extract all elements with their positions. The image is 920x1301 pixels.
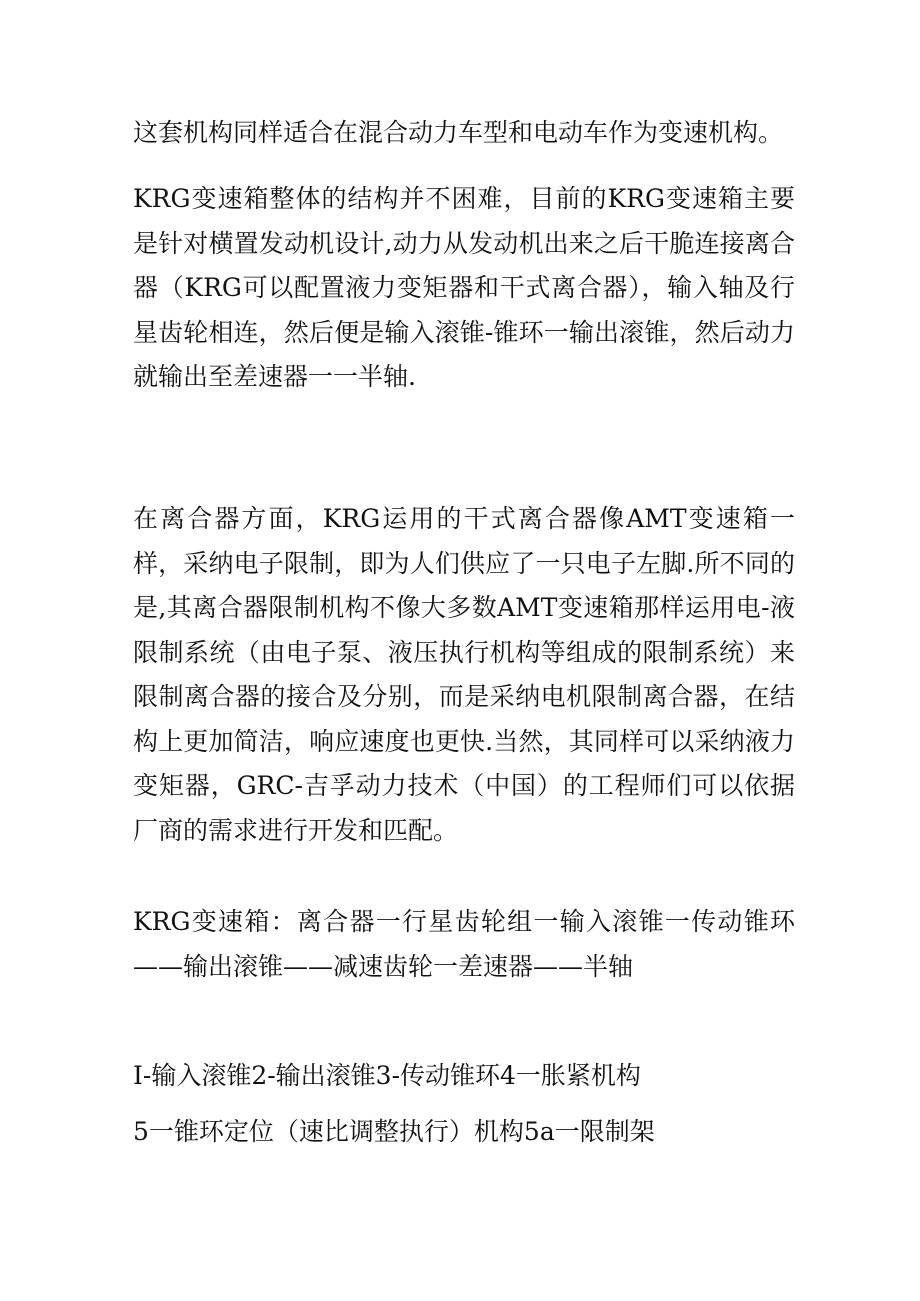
paragraph-legend-1: I-输入滚锥2-输出滚锥3-传动锥环4一胀紧机构	[133, 1061, 641, 1090]
paragraph-intro: 这套机构同样适合在混合动力车型和电动车作为变速机构。	[133, 118, 784, 147]
paragraph-legend-2: 5一锥环定位（速比调整执行）机构5a一限制架	[133, 1117, 655, 1146]
paragraph-power-flow: KRG变速箱：离合器一行星齿轮组一输入滚锥一传动锥环——输出滚锥——减速齿轮一差速器——半轴	[133, 907, 795, 981]
paragraph-krg-structure: KRG变速箱整体的结构并不困难，目前的KRG变速箱主要是针对横置发动机设计,动力从发动机出来之后干脆连接离合器（KRG可以配置液力变矩器和干式离合器），输入轴及行星齿轮相连，然后便是输入滚锥-锥环一输出滚锥，然后动力就输出至差速器一一半轴.	[133, 184, 795, 391]
paragraph-clutch: 在离合器方面，KRG运用的干式离合器像AMT变速箱一样，采纳电子限制，即为人们供应了一只电子左脚.所不同的是,其离合器限制机构不像大多数AMT变速箱那样运用电-液限制系统（由电子泵、液压执行机构等组成的限制系统）来限制离合器的接合及分别，而是采纳电机限制离合器，在结构上更加简洁，响应速度也更快.当然，其同样可以采纳液力变矩器，GRC-吉孚动力技术（中国）的工程师们可以依据厂商的需求进行开发和匹配。	[133, 504, 795, 845]
